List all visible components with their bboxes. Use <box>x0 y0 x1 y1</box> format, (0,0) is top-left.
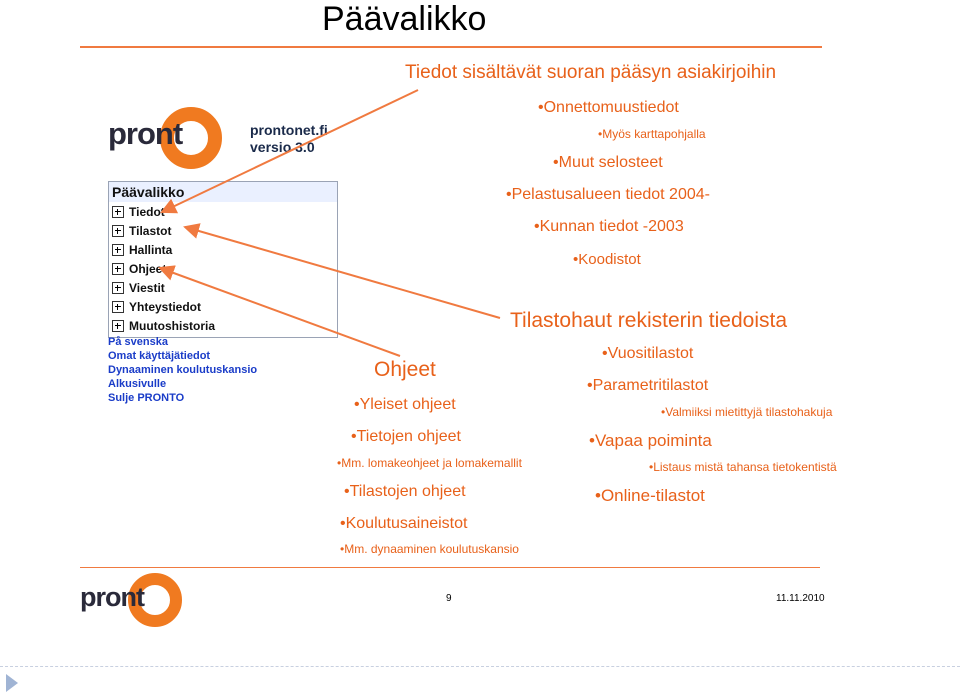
ohjeet-koulutus: • Koulutusaineistot <box>340 515 467 533</box>
footer-logo-word: pront <box>80 582 144 612</box>
ohjeet-yleiset: • Yleiset ohjeet <box>354 396 456 414</box>
ohjeet-heading: Ohjeet <box>374 358 436 381</box>
link-pa-svenska[interactable]: På svenska <box>108 336 168 348</box>
link-koulutuskansio[interactable]: Dynaaminen koulutuskansio <box>108 364 258 376</box>
ohjeet-tilastojen: • Tilastojen ohjeet <box>344 483 466 501</box>
play-arrow-icon[interactable] <box>0 668 22 698</box>
footer-date: 11.11.2010 <box>776 593 825 604</box>
item-karttapohja: • Myös karttapohjalla <box>598 127 706 141</box>
bottom-divider <box>0 666 960 667</box>
menu-item-muutoshistoria[interactable]: Muutoshistoria <box>112 319 215 333</box>
arrow-tiedot <box>162 90 418 212</box>
footer-divider <box>80 567 820 568</box>
ohjeet-lomakeohjeet: • Mm. lomakeohjeet ja lomakemallit <box>337 456 522 470</box>
tilasto-vapaa: • Vapaa poiminta <box>589 431 712 451</box>
headline: Tiedot sisältävät suoran pääsyn asiakirjoihin <box>405 62 777 83</box>
page-number: 9 <box>446 593 452 604</box>
menu-header: Päävalikko <box>112 184 185 200</box>
item-muut-selosteet: • Muut selosteet <box>553 154 663 172</box>
link-sulje[interactable]: Sulje PRONTO <box>108 392 185 404</box>
menu-item-tiedot[interactable]: Tiedot <box>112 205 165 219</box>
menu-item-viestit[interactable]: Viestit <box>112 281 165 295</box>
menu-item-tilastot[interactable]: Tilastot <box>112 224 171 238</box>
tilasto-parametri: • Parametritilastot <box>587 377 708 395</box>
menu-item-yhteystiedot[interactable]: Yhteystiedot <box>112 300 201 314</box>
tilasto-vuosi: • Vuositilastot <box>602 345 693 363</box>
logo-word: pront <box>108 116 183 151</box>
tilasto-heading: Tilastohaut rekisterin tiedoista <box>510 309 788 332</box>
menu-item-hallinta[interactable]: Hallinta <box>112 243 172 257</box>
logo-site: prontonet.fi <box>250 122 328 138</box>
tilasto-online: • Online-tilastot <box>595 486 705 506</box>
item-onnettomuustiedot: • Onnettomuustiedot <box>538 99 679 117</box>
item-pelastusalue: • Pelastusalueen tiedot 2004- <box>506 186 710 204</box>
item-kunnan-tiedot: • Kunnan tiedot -2003 <box>534 218 684 236</box>
footer-logo <box>80 572 185 628</box>
link-omat-tiedot[interactable]: Omat käyttäjätiedot <box>108 350 211 362</box>
arrow-tilastot <box>185 227 500 318</box>
tilasto-valmiiksi: • Valmiiksi mietittyjä tilastohakuja <box>661 405 832 419</box>
logo-version: versio 3.0 <box>250 139 315 155</box>
item-koodistot: • Koodistot <box>573 251 641 268</box>
ohjeet-tietojen: • Tietojen ohjeet <box>351 428 461 446</box>
link-alkusivulle[interactable]: Alkusivulle <box>108 378 167 390</box>
ohjeet-dynaaminen: • Mm. dynaaminen koulutuskansio <box>340 542 519 556</box>
page-title: Päävalikko <box>322 0 487 38</box>
tilasto-listaus: • Listaus mistä tahansa tietokentistä <box>649 460 837 474</box>
arrow-ohjeet <box>160 268 400 356</box>
menu-item-ohjeet[interactable]: Ohjeet <box>112 262 166 276</box>
